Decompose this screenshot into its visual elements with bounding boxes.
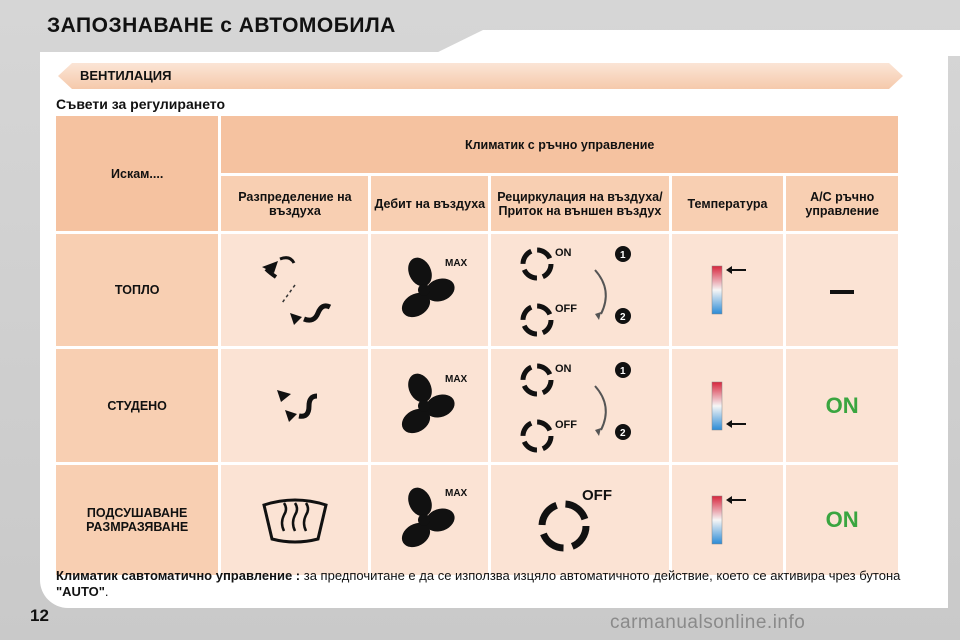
row-label-demist: ПОДСУШАВАНЕ РАЗМРАЗЯВАНЕ	[56, 465, 218, 575]
svg-text:OFF: OFF	[581, 487, 612, 504]
distribution-cell	[221, 465, 368, 575]
temperature-cell	[672, 465, 784, 575]
distribution-cell	[221, 234, 368, 346]
temperature-cold-icon	[698, 376, 758, 436]
fan-max-icon	[390, 366, 470, 446]
recirculation-on-off-icon	[515, 240, 645, 340]
fan-cell	[371, 349, 488, 462]
subtitle: Съвети за регулирането	[56, 96, 226, 112]
corner-header: Искам....	[56, 116, 218, 231]
ac-on-label: ON	[825, 392, 859, 418]
recirculation-on-off-icon	[515, 356, 645, 456]
page-title: ЗАПОЗНАВАНЕ с АВТОМОБИЛА	[47, 14, 396, 37]
svg-text:1: 1	[619, 250, 626, 261]
row-label-cold: СТУДЕНО	[56, 349, 218, 462]
svg-text:ON: ON	[554, 247, 572, 259]
section-bar	[58, 63, 903, 89]
air-distribution-face-icon	[265, 376, 325, 436]
svg-text:OFF: OFF	[554, 418, 577, 431]
row-label-warm: ТОПЛО	[56, 234, 218, 346]
col-header-temperature: Температура	[672, 176, 784, 231]
fan-max-icon	[390, 480, 470, 560]
ac-cell-demist	[786, 465, 898, 575]
ac-off-dash	[830, 290, 854, 294]
distribution-cell	[221, 349, 368, 462]
svg-text:MAX: MAX	[444, 258, 468, 269]
temperature-hot-icon	[698, 260, 758, 320]
watermark: carmanualsonline.info	[610, 612, 806, 633]
recirculation-cell	[491, 349, 669, 462]
svg-text:2: 2	[619, 427, 626, 439]
svg-text:2: 2	[619, 312, 626, 323]
svg-text:MAX: MAX	[444, 488, 468, 499]
ac-on-label: ON	[825, 507, 859, 532]
recirculation-cell	[491, 234, 669, 346]
footer-bold: Климатик савтоматично управление :	[56, 568, 301, 583]
col-header-distribution: Разпределение на въздуха	[221, 176, 368, 231]
svg-text:ON: ON	[554, 362, 572, 375]
footer-text: за предпочитане е да се използва изцяло автоматичното действие, което се активира чрез бутона	[300, 568, 901, 583]
recirculation-off-icon	[530, 480, 630, 560]
temperature-cell	[672, 349, 784, 462]
section-label: ВЕНТИЛАЦИЯ	[80, 68, 172, 83]
ac-cell-warm	[786, 234, 898, 346]
col-header-recirculation: Рециркулация на въздуха/Приток на външен въздух	[491, 176, 669, 231]
air-distribution-feet-windscreen-icon	[240, 245, 350, 335]
group-header: Климатик с ръчно управление	[221, 116, 898, 173]
fan-cell	[371, 234, 488, 346]
settings-table	[53, 113, 901, 578]
footer-note: Климатик савтоматично управление : за предпочитане е да се използва изцяло автоматичното действие, което се активира чрез бутона "AUTO".	[56, 568, 901, 599]
footer-button-name: "AUTO"	[56, 584, 105, 599]
fan-cell	[371, 465, 488, 575]
recirculation-cell	[491, 465, 669, 575]
windscreen-defrost-icon	[260, 495, 330, 545]
page-number: 12	[30, 606, 49, 625]
temperature-cell	[672, 234, 784, 346]
ac-cell-cold	[786, 349, 898, 462]
svg-text:OFF: OFF	[554, 303, 577, 315]
svg-text:MAX: MAX	[444, 373, 468, 385]
fan-max-icon	[390, 250, 470, 330]
svg-text:1: 1	[619, 365, 626, 377]
col-header-airflow: Дебит на въздуха	[371, 176, 488, 231]
temperature-hot-icon	[698, 490, 758, 550]
col-header-ac: A/C ръчно управление	[786, 176, 898, 231]
